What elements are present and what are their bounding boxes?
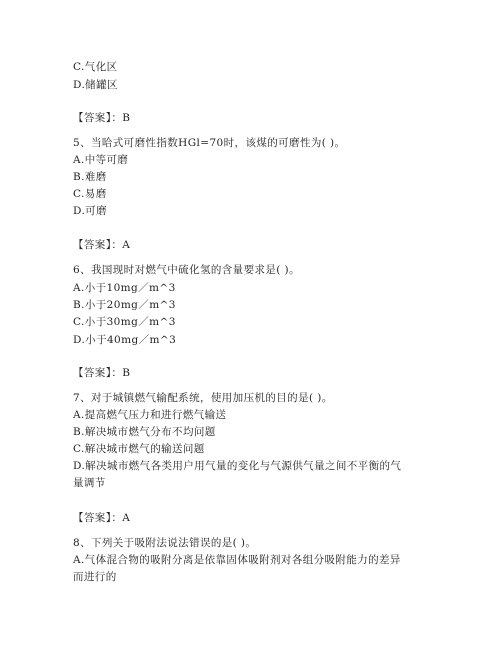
answer-q5: 【答案】：A — [73, 239, 131, 251]
question-8-option-a-continued: 而进行的 — [73, 571, 117, 583]
question-5-option-d: D.可磨 — [73, 205, 107, 217]
question-6-option-c: C.小于30mg／m^3 — [73, 316, 176, 328]
question-5-option-c: C.易磨 — [73, 188, 107, 200]
question-5-stem: 5、当哈式可磨性指数HGl=70时，该煤的可磨性为( )。 — [73, 137, 346, 149]
question-6-option-a: A.小于10mg／m^3 — [73, 282, 176, 294]
answer-q7: 【答案】：A — [73, 512, 131, 524]
question-7-option-c: C.解决城市燃气的输送问题 — [73, 443, 205, 455]
answer-q6: 【答案】：B — [73, 367, 131, 379]
question-8-option-a: A.气体混合物的吸附分离是依靠固体吸附剂对各组分吸附能力的差异 — [73, 554, 401, 566]
question-7-stem: 7、对于城镇燃气输配系统，使用加压机的目的是( )。 — [73, 392, 333, 404]
question-7-option-b: B.解决城市燃气分布不均问题 — [73, 426, 216, 438]
question-6-option-d: D.小于40mg／m^3 — [73, 334, 177, 346]
question-5-option-a: A.中等可磨 — [73, 154, 129, 166]
question-8-stem: 8、下列关于吸附法说法错误的是( )。 — [73, 537, 257, 549]
option-d: D.储罐区 — [73, 79, 118, 91]
question-7-option-d: D.解决城市燃气各类用户用气量的变化与气源供气量之间不平衡的气 — [73, 460, 402, 472]
answer-q4: 【答案】：B — [73, 112, 131, 124]
question-7-option-d-continued: 量调节 — [73, 477, 106, 489]
question-6-stem: 6、我国现时对燃气中硫化氢的含量要求是( )。 — [73, 264, 300, 276]
option-c: C.气化区 — [73, 61, 118, 73]
question-7-option-a: A.提高燃气压力和进行燃气输送 — [73, 409, 227, 421]
question-6-option-b: B.小于20mg／m^3 — [73, 299, 176, 311]
question-5-option-b: B.难磨 — [73, 171, 107, 183]
